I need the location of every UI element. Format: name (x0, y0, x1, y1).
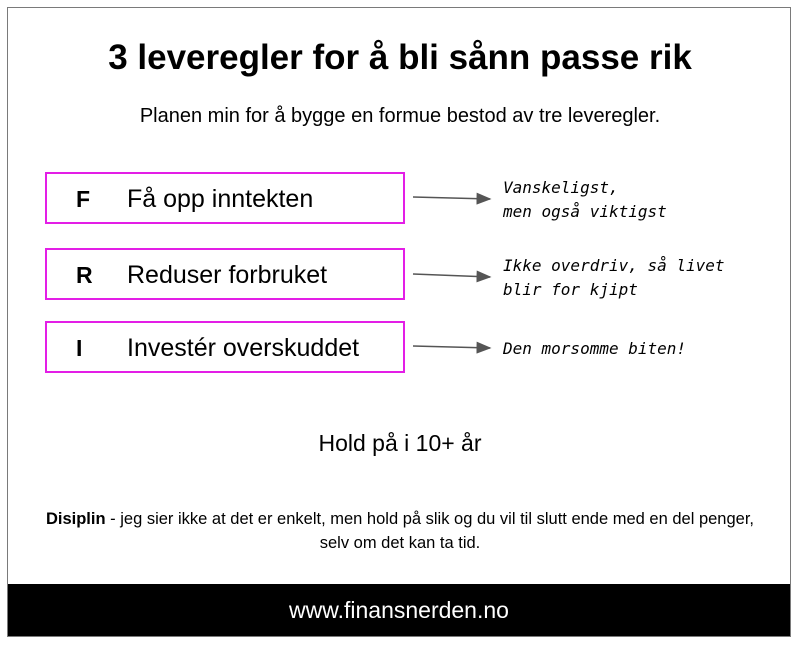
note-i (503, 337, 686, 361)
note-line: Vanskeligst, (503, 178, 619, 197)
footer-bar (8, 584, 790, 636)
arrow-r (413, 274, 490, 277)
footer-url[interactable]: www.finansnerden.no (289, 597, 509, 623)
page-title: 3 leveregler for å bli sånn passe rik (108, 38, 692, 77)
rule-letter: I (76, 335, 83, 361)
note-f (503, 176, 667, 224)
infographic-frame (7, 7, 791, 637)
disiplin-paragraph (38, 507, 762, 555)
note-line: Ikke overdriv, så livet (503, 256, 725, 275)
arrow-i (413, 346, 490, 348)
note-r (503, 254, 725, 302)
note-line: Den morsomme biten! (503, 339, 687, 358)
rule-letter: F (76, 186, 91, 212)
subtitle: Planen min for å bygge en formue bestod av tre leveregler. (139, 105, 661, 127)
arrow-f (413, 197, 490, 199)
rule-letter: R (76, 262, 93, 288)
hold-text: Hold på i 10+ år (318, 430, 482, 456)
note-line: men også viktigst (503, 202, 667, 221)
note-line: blir for kjipt (503, 280, 638, 299)
rule-text: Reduser forbruket (127, 261, 328, 289)
disiplin-text: - jeg sier ikke at det er enkelt, men hold på slik og du vil til slutt ende med en del penger, selv om det kan ta tid. (105, 510, 755, 552)
rule-text: Få opp inntekten (127, 185, 314, 213)
disiplin-label: Disiplin (45, 510, 106, 528)
rule-text: Investér overskuddet (127, 334, 360, 362)
